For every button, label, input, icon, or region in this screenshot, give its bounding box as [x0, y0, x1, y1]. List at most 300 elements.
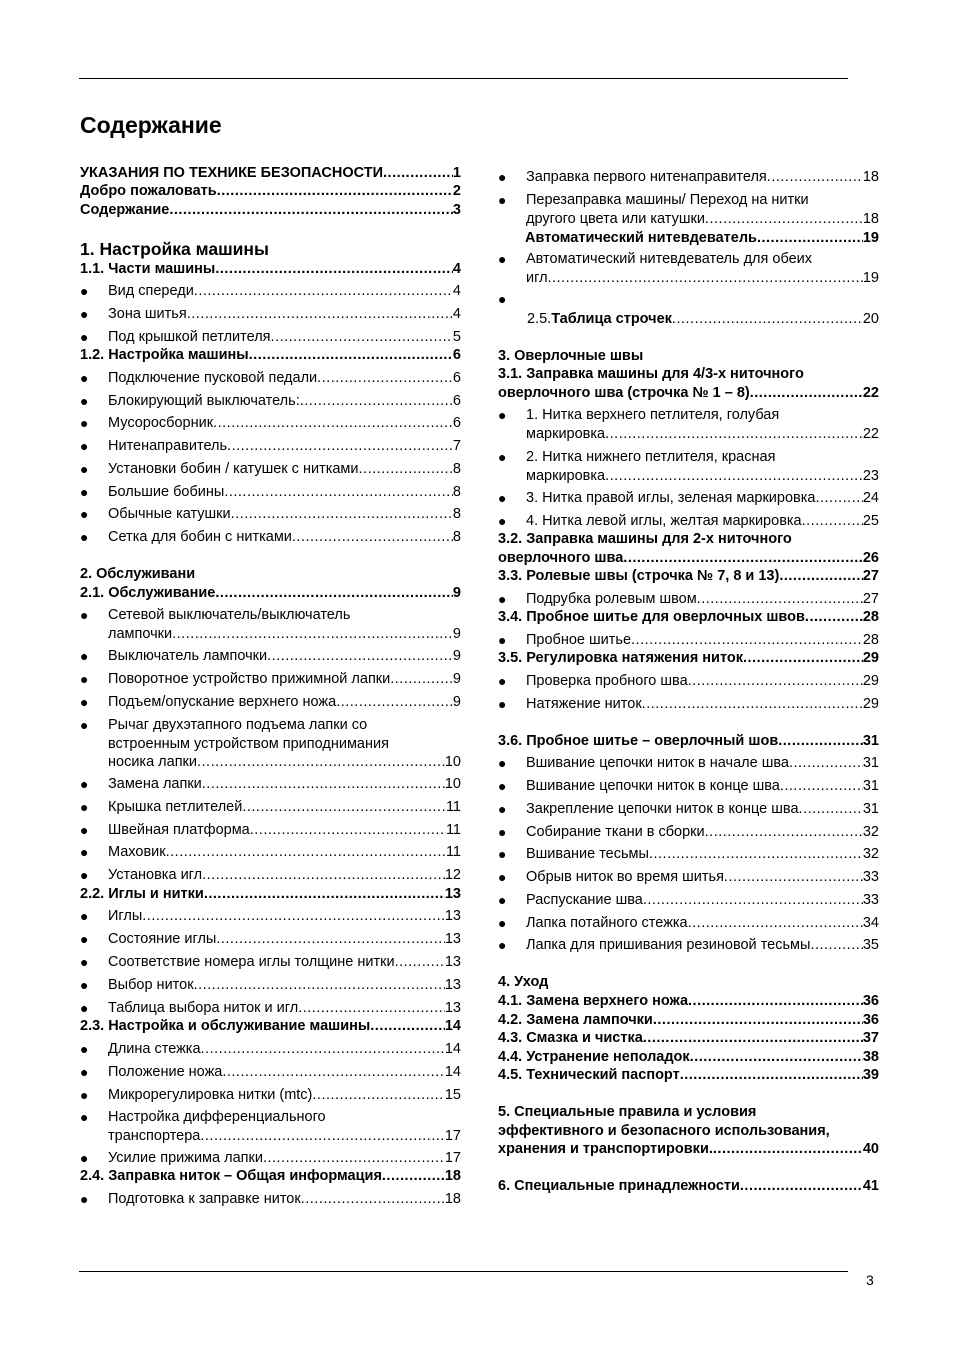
toc-leader-line [498, 732, 879, 751]
toc-entry-title: 2.1. Обслуживание [80, 585, 216, 601]
toc-entry-title: 4. Нитка левой иглы, желтая маркировка [526, 513, 802, 529]
toc-leader-dots [799, 800, 863, 819]
toc-entry-title: Усилие прижима лапки [108, 1150, 263, 1166]
toc-entry-title: Вшивание цепочки ниток в конце шва [526, 778, 780, 794]
toc-bullet-item [498, 406, 879, 443]
toc-page-ref: 22 [862, 425, 879, 442]
toc-page-ref: 33 [862, 869, 879, 885]
toc-page-ref: 19 [862, 230, 879, 246]
toc-leader-line [108, 1149, 461, 1168]
toc-page-ref: 34 [862, 915, 879, 931]
toc-entry [498, 229, 879, 248]
toc-leader-dots [216, 930, 445, 949]
toc-leader-line [108, 528, 461, 547]
toc-leader-line [108, 305, 461, 324]
bullet-icon: ● [498, 755, 507, 771]
toc-leader-dots [142, 907, 445, 926]
toc-bullet-item [498, 754, 879, 773]
toc-page-ref: 11 [445, 799, 461, 815]
bullet-icon: ● [80, 370, 89, 386]
toc-leader-line [526, 512, 879, 531]
toc-section-heading [498, 973, 879, 992]
toc-page-ref: 27 [862, 568, 879, 584]
toc-bullet-item [80, 775, 461, 794]
toc-leader-line [526, 631, 879, 650]
toc-entry [80, 1167, 461, 1186]
toc-page-ref: 6 [452, 415, 461, 431]
toc-bullet-item [80, 392, 461, 411]
toc-bullet-item [498, 845, 879, 864]
toc-leader-dots [213, 414, 453, 433]
toc-entry-line: 3.1. Заправка машины для 4/3-х ниточного [498, 366, 804, 382]
bullet-icon: ● [498, 632, 507, 648]
toc-entry-title: транспортера [108, 1127, 201, 1144]
toc-bullet-item [80, 866, 461, 885]
toc-bullet-item [80, 606, 461, 643]
toc-entry-title: 4.1. Замена верхнего ножа [498, 993, 689, 1009]
toc-leader-line [108, 976, 461, 995]
toc-bullet-item [80, 437, 461, 456]
toc-entry-line: 3.2. Заправка машины для 2-х ниточного [498, 531, 792, 547]
toc-leader-dots [300, 392, 453, 411]
toc-entry [80, 885, 461, 904]
toc-entry-title: Поворотное устройство прижимной лапки [108, 671, 391, 687]
bullet-icon: ● [80, 954, 89, 970]
toc-leader-dots [301, 1190, 445, 1209]
toc-leader-dots [649, 845, 863, 864]
toc-entry-title: Лапка для пришивания резиновой тесьмы [526, 937, 811, 953]
toc-entry-title: маркировка [526, 425, 606, 442]
bullet-icon: ● [80, 329, 89, 345]
toc-leader-line [80, 260, 461, 279]
toc-entry-title: 1.1. Части машины [80, 261, 216, 277]
toc-leader-dots [802, 512, 863, 531]
toc-page-ref: 29 [862, 650, 879, 666]
toc-leader-dots [197, 753, 445, 772]
toc-page-ref: 5 [452, 329, 461, 345]
toc-leader-line [526, 269, 879, 288]
bullet-icon: ● [80, 393, 89, 409]
toc-leader-dots [172, 625, 453, 644]
toc-page-ref: 27 [862, 591, 879, 607]
toc-section-heading [80, 565, 461, 584]
toc-entry [498, 1066, 879, 1085]
toc-leader-dots [227, 437, 453, 456]
bullet-icon: ● [80, 776, 89, 792]
toc-leader-line [108, 999, 461, 1018]
toc-entry [498, 649, 879, 668]
toc-leader-line [525, 229, 879, 248]
bullet-icon: ● [80, 717, 89, 733]
toc-page-ref: 13 [444, 931, 461, 947]
toc-bullet-item [498, 800, 879, 819]
toc-entry-title: Состояние иглы [108, 931, 217, 947]
toc-leader-line [526, 936, 879, 955]
toc-page-ref: 31 [862, 778, 879, 794]
toc-bullet-item [498, 891, 879, 910]
toc-entry-title: маркировка [526, 467, 606, 484]
toc-page-ref: 22 [862, 384, 879, 401]
toc-leader-line [108, 670, 461, 689]
toc-entry-title: Распускание шва [526, 892, 643, 908]
toc-bullet-item [80, 930, 461, 949]
toc-leader-line [498, 1029, 879, 1048]
toc-bullet-item [80, 414, 461, 433]
toc-bullet-item [498, 823, 879, 842]
toc-entry [80, 201, 461, 220]
toc-leader-line [526, 800, 879, 819]
toc-leader-line [526, 672, 879, 691]
toc-leader-line [498, 549, 879, 568]
toc-leader-dots [548, 269, 863, 288]
toc-bullet-item [498, 489, 879, 508]
toc-leader-line [108, 392, 461, 411]
toc-leader-dots [370, 1017, 445, 1036]
toc-entry-title: 3.5. Регулировка натяжения ниток [498, 650, 743, 666]
toc-entry-title: Вшивание цепочки ниток в начале шва [526, 755, 789, 771]
toc-page-ref: 31 [862, 733, 879, 749]
toc-entry-title: Зона шитья [108, 306, 187, 322]
toc-entry-title: УКАЗАНИЯ ПО ТЕХНИКЕ БЕЗОПАСНОСТИ [80, 165, 384, 181]
bullet-icon: ● [80, 822, 89, 838]
toc-leader-line [108, 328, 461, 347]
toc-entry-title: 3.3. Ролевые швы (строчка № 7, 8 и 13) [498, 568, 780, 584]
toc-entry [80, 164, 461, 183]
bullet-icon: ● [498, 869, 507, 885]
toc-page-ref: 14 [444, 1041, 461, 1057]
toc-page-ref: 31 [862, 755, 879, 771]
toc-entry-title: 2.2. Иглы и нитки [80, 886, 204, 902]
toc-leader-line [108, 821, 461, 840]
toc-leader-line [108, 647, 461, 666]
toc-page-ref: 6 [452, 370, 461, 386]
toc-bullet-item [80, 369, 461, 388]
toc-leader-line [108, 1040, 461, 1059]
toc-bullet-item [498, 868, 879, 887]
toc-page-ref: 20 [862, 311, 879, 327]
toc-leader-dots [780, 777, 863, 796]
toc-leader-dots [390, 670, 453, 689]
toc-page-ref: 32 [862, 846, 879, 862]
toc-page-ref: 4 [452, 283, 461, 299]
toc-leader-line [108, 930, 461, 949]
toc-page-ref: 13 [444, 1000, 461, 1016]
page-title: Содержание [80, 112, 222, 138]
toc-page-ref: 32 [862, 824, 879, 840]
toc-entry-title: игл [526, 269, 548, 286]
toc-page-ref: 10 [444, 754, 461, 770]
bullet-icon: ● [498, 915, 507, 931]
toc-leader-line [498, 608, 879, 627]
header-rule [79, 78, 848, 79]
bullet-icon: ● [498, 892, 507, 908]
toc-page-ref: 14 [444, 1018, 461, 1034]
toc-entry-title: Длина стежка [108, 1041, 201, 1057]
toc-page-ref: 8 [452, 506, 461, 522]
toc-leader-dots [740, 1177, 863, 1196]
toc-entry-title: Микрорегулировка нитки (mtc) [108, 1087, 313, 1103]
toc-leader-line [498, 1177, 879, 1196]
bullet-icon: ● [80, 908, 89, 924]
toc-entry-title: Подрубка ролевым швом [526, 591, 697, 607]
toc-entry-title: Подъем/опускание верхнего ножа [108, 694, 337, 710]
toc-heading-text: 4. Уход [498, 974, 549, 990]
toc-entry-title: 2.4. Заправка ниток – Общая информация [80, 1168, 382, 1184]
toc-leader-line [526, 467, 879, 486]
toc-leader-dots [688, 992, 863, 1011]
bullet-icon: ● [498, 291, 507, 307]
bullet-icon: ● [80, 977, 89, 993]
toc-leader-dots [267, 647, 453, 666]
toc-bullet-item [498, 631, 879, 650]
toc-leader-line [108, 1063, 461, 1082]
toc-bullet-item [498, 695, 879, 714]
toc-entry-title: оверлочного шва [498, 549, 624, 566]
toc-bullet-item [80, 843, 461, 862]
toc-entry-title: Вид спереди [108, 283, 194, 299]
toc-leader-line [108, 753, 461, 772]
toc-leader-line [108, 414, 461, 433]
toc-leader-dots [298, 999, 445, 1018]
toc-page-ref: 18 [444, 1191, 461, 1207]
toc-entry-title: Швейная платформа [108, 822, 250, 838]
toc-page-ref: 41 [862, 1178, 879, 1194]
toc-bullet-item [498, 512, 879, 531]
toc-leader-line [526, 823, 879, 842]
toc-entry-title: Закрепление цепочки ниток в конце шва [526, 801, 799, 817]
toc-leader-line [498, 992, 879, 1011]
toc-bullet-item [80, 821, 461, 840]
toc-entry-title: Натяжение ниток [526, 696, 642, 712]
toc-page-ref: 4 [452, 261, 461, 277]
toc-bullet-item [80, 328, 461, 347]
toc-leader-dots [222, 1063, 445, 1082]
toc-page-ref: 9 [452, 648, 461, 664]
toc-bullet-item [498, 914, 879, 933]
toc-page-ref: 18 [862, 210, 879, 227]
toc-leader-dots [697, 590, 863, 609]
toc-entry [498, 1103, 879, 1159]
toc-entry-line: Рычаг двухэтапного подъема лапки со [108, 717, 368, 733]
toc-entry-line: Автоматический нитевдеватель для обеих [526, 251, 813, 267]
toc-page-ref: 9 [452, 671, 461, 687]
toc-entry-title: 4.3. Смазка и чистка [498, 1030, 643, 1046]
toc-entry-prefix: 2.5. [527, 311, 552, 327]
toc-entry-title: Замена лапки [108, 776, 202, 792]
toc-entry-line: Настройка дифференциального [108, 1109, 326, 1125]
toc-leader-dots [789, 754, 863, 773]
toc-entry [498, 1048, 879, 1067]
bullet-icon: ● [80, 931, 89, 947]
toc-bullet-item [498, 936, 879, 955]
toc-page-ref: 8 [452, 484, 461, 500]
toc-page-ref: 36 [862, 993, 879, 1009]
toc-entry-line: эффективного и безопасного использования, [498, 1122, 830, 1139]
toc-heading-text: 1. Настройка машины [80, 239, 269, 259]
toc-leader-line [108, 907, 461, 926]
toc-leader-dots [395, 953, 445, 972]
toc-page-ref: 11 [445, 844, 461, 860]
toc-entry-title: Соответствие номера иглы толщине нитки [108, 954, 395, 970]
toc-entry-title: Большие бобины [108, 484, 225, 500]
toc-entry-title: другого цвета или катушки [526, 210, 705, 227]
toc-leader-dots [336, 693, 453, 712]
toc-leader-dots [169, 201, 453, 220]
toc-entry [498, 365, 879, 402]
toc-heading-text: 3. Оверлочные швы [498, 348, 644, 364]
toc-entry-title: Выбор ниток [108, 977, 194, 993]
toc-page-ref: 28 [862, 632, 879, 648]
toc-leader-dots [383, 164, 453, 183]
toc-page-ref: 18 [862, 169, 879, 185]
toc-entry-title: 4.5. Технический паспорт [498, 1067, 680, 1083]
toc-leader-line [526, 914, 879, 933]
toc-leader-dots [187, 305, 453, 324]
toc-bullet-item [80, 1086, 461, 1105]
toc-leader-dots [166, 843, 446, 862]
toc-entry-title: Заправка первого нитенаправителя [526, 169, 767, 185]
bullet-icon: ● [80, 506, 89, 522]
toc-entry [498, 992, 879, 1011]
toc-leader-line [80, 346, 461, 365]
toc-leader-line [526, 168, 879, 187]
bullet-icon: ● [80, 1087, 89, 1103]
toc-entry-title: Установка игл [108, 867, 203, 883]
toc-leader-dots [705, 210, 863, 229]
bullet-icon: ● [80, 671, 89, 687]
bullet-icon: ● [498, 192, 507, 208]
bullet-icon: ● [498, 490, 507, 506]
toc-page-ref: 19 [862, 269, 879, 286]
toc-leader-dots [215, 584, 453, 603]
bullet-icon: ● [80, 1000, 89, 1016]
toc-leader-dots [242, 798, 446, 817]
toc-entry-title: Крышка петлителей [108, 799, 243, 815]
toc-page-ref: 12 [444, 867, 461, 883]
toc-page-ref: 37 [862, 1030, 879, 1046]
toc-bullet-item [80, 716, 461, 772]
toc-leader-dots [200, 1127, 444, 1146]
toc-leader-line [108, 1190, 461, 1209]
toc-page-ref: 3 [452, 202, 461, 218]
toc-bullet-item [80, 1063, 461, 1082]
bullet-icon: ● [498, 696, 507, 712]
bullet-icon: ● [498, 673, 507, 689]
toc-bullet-item [80, 282, 461, 301]
toc-entry-title: Положение ножа [108, 1064, 223, 1080]
toc-entry-title: Блокирующий выключатель: [108, 393, 300, 409]
bullet-icon: ● [498, 846, 507, 862]
toc-entry-title: Подготовка к заправке ниток [108, 1191, 301, 1207]
toc-page-ref: 38 [862, 1049, 879, 1065]
toc-page-ref: 14 [444, 1064, 461, 1080]
toc-leader-line [498, 1066, 879, 1085]
bullet-icon: ● [80, 283, 89, 299]
toc-entry-title: хранения и транспортировки. [498, 1141, 713, 1157]
toc-leader-line [80, 201, 461, 220]
toc-section-heading [498, 347, 879, 366]
toc-leader-dots [724, 868, 863, 887]
toc-leader-dots [224, 483, 453, 502]
toc-entry [80, 1017, 461, 1036]
toc-entry-title: оверлочного шва (строчка № 1 – 8) [498, 384, 750, 401]
toc-page-ref: 29 [862, 673, 879, 689]
toc-bullet-item [80, 1040, 461, 1059]
toc-bullet-item [80, 976, 461, 995]
bullet-icon: ● [80, 607, 89, 623]
toc-leader-dots [815, 489, 862, 508]
toc-entry [498, 567, 879, 586]
toc-page-ref: 1 [452, 165, 461, 181]
toc-leader-dots [605, 425, 863, 444]
toc-page-ref: 39 [862, 1067, 879, 1083]
toc-leader-line [526, 845, 879, 864]
toc-bullet-item [80, 798, 461, 817]
toc-bullet-item [498, 168, 879, 187]
toc-entry-title: Лапка потайного стежка [526, 915, 688, 931]
toc-entry-title: Содержание [80, 202, 170, 218]
toc-leader-dots [623, 549, 863, 568]
toc-entry [498, 1029, 879, 1048]
bullet-icon: ● [498, 251, 507, 267]
toc-leader-line [498, 1011, 879, 1030]
toc-leader-line [526, 868, 879, 887]
toc-leader-line [108, 625, 461, 644]
bullet-icon: ● [498, 169, 507, 185]
toc-leader-dots [643, 1029, 863, 1048]
bullet-icon: ● [498, 824, 507, 840]
toc-page-ref: 13 [444, 954, 461, 970]
bullet-icon: ● [80, 1041, 89, 1057]
toc-page-ref: 24 [862, 490, 879, 506]
bullet-icon: ● [80, 694, 89, 710]
toc-entry-title: Обрыв ниток во время шитья [526, 869, 724, 885]
toc-bullet-item [498, 672, 879, 691]
toc-entry-title: Вшивание тесьмы [526, 846, 649, 862]
toc-leader-dots [202, 775, 445, 794]
toc-bullet-item [80, 483, 461, 502]
toc-page-ref: 25 [862, 513, 879, 529]
toc-leader-line [527, 310, 879, 329]
toc-entry-title: Иглы [108, 908, 143, 924]
toc-page-ref: 2 [452, 183, 461, 199]
toc-leader-dots [202, 866, 445, 885]
toc-bullet-item [80, 1149, 461, 1168]
toc-leader-dots [713, 1140, 863, 1159]
toc-entry-title: 3.6. Пробное шитье – оверлочный шов [498, 733, 779, 749]
toc-leader-dots [271, 328, 453, 347]
toc-entry-title: 4.4. Устранение неполадок [498, 1049, 690, 1065]
toc-page-ref: 31 [862, 801, 879, 817]
toc-heading-text: 2. Обслуживани [80, 566, 196, 582]
toc-page-ref: 7 [452, 438, 461, 454]
toc-entry-title: Пробное шитье [526, 632, 632, 648]
toc-leader-dots [642, 695, 863, 714]
toc-bullet-item [498, 191, 879, 228]
toc-entry-title: Собирание ткани в сборки [526, 824, 705, 840]
toc-bullet-item [80, 305, 461, 324]
toc-entry-title: 3. Нитка правой иглы, зеленая маркировка [526, 490, 816, 506]
toc-entry [498, 1177, 879, 1196]
bullet-icon: ● [498, 778, 507, 794]
toc-leader-dots [605, 467, 863, 486]
toc-leader-line [526, 425, 879, 444]
toc-entry [80, 346, 461, 365]
toc-entry-title: Выключатель лампочки [108, 648, 268, 664]
bullet-icon: ● [80, 529, 89, 545]
toc-leader-dots [743, 649, 863, 668]
toc-leader-dots [217, 182, 453, 201]
